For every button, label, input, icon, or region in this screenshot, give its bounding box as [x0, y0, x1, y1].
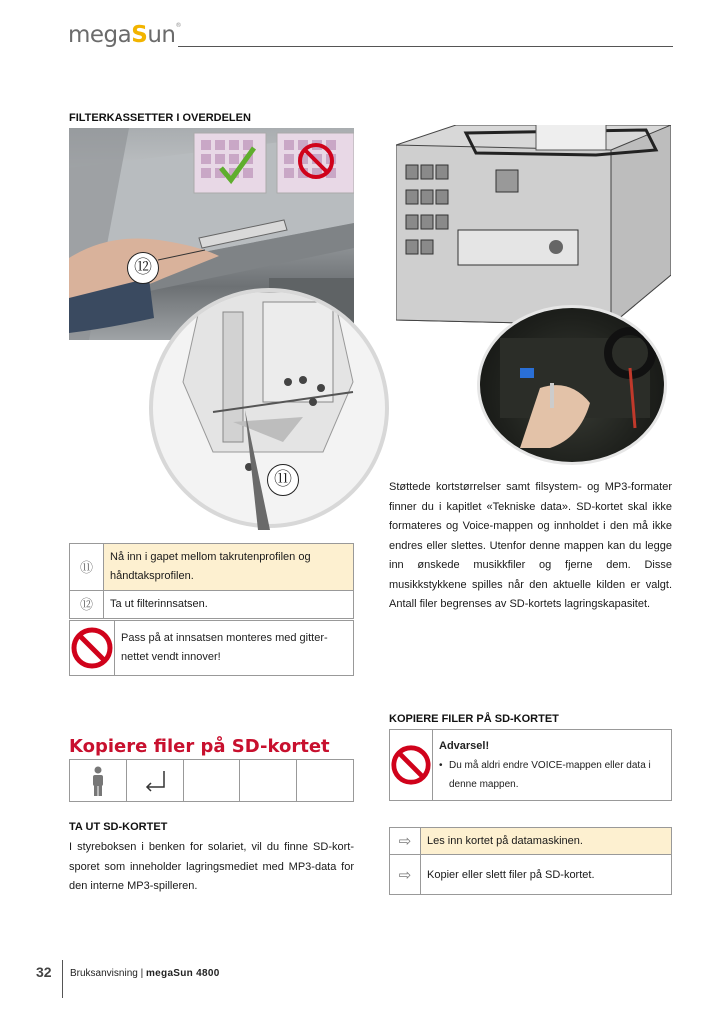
icon-strip-cell [184, 760, 241, 801]
table-row [70, 544, 354, 591]
icon-strip [69, 759, 354, 802]
brand-logo: megaSun® [68, 22, 181, 48]
step-number: ⑫ [70, 591, 104, 619]
footer-rule [62, 960, 63, 998]
icon-strip-cell [240, 760, 297, 801]
action-text: Kopier eller slett filer på SD-kortet. [421, 855, 672, 895]
remove-sd-heading: TA UT SD-KORTET [69, 821, 168, 833]
warning-text: Pass på at innsatsen monteres med gitter-nettet vendt innover! [121, 632, 328, 663]
sd-info-paragraph: Støttede kortstørrelser samt filsystem- og MP3-formater finner du i kapitlet «Tekniske data». SD-kortet skal ikke formateres og Voice-mappen og innholdet i den må ikke endres eller slettes. Utenfor denne mappen kan du legge inn ønskede musikkfiler og fjerne dem. Disse musikkstykkene spilles når den aktuelle kilden er valgt. Antall filer begrenses av SD-kortets lagringskapasitet. [389, 481, 672, 610]
step-text: Ta ut filterinnsatsen. [104, 591, 354, 619]
advarsel-title: Advarsel! [439, 740, 490, 752]
remove-sd-paragraph: I styreboksen i benken for solariet, vil du finne SD-kort-sporet som inneholder lagringsmediet med MP3-data for den interne MP3-spilleren. [69, 841, 354, 892]
person-icon [70, 760, 127, 801]
step-number: ⑪ [70, 544, 104, 591]
table-row [390, 828, 672, 855]
callout-12: ⑫ [127, 252, 159, 284]
table-row [390, 855, 672, 895]
prohibition-icon [390, 730, 433, 800]
advarsel-box [389, 729, 672, 801]
advarsel-bullet: • Du må aldri endre VOICE-mappen eller data i denne mappen. [439, 756, 665, 794]
control-cabinet-drawing [396, 125, 671, 325]
action-text: Les inn kortet på datamaskinen. [421, 828, 672, 855]
copy-files-heading: KOPIERE FILER PÅ SD-KORTET [389, 713, 559, 725]
mounting-warning [69, 620, 354, 676]
prohibition-icon [70, 621, 115, 675]
step-text: Nå inn i gapet mellom takrutenprofilen og håndtaksprofilen. [104, 544, 354, 591]
steps-table [69, 543, 354, 619]
icon-strip-cell [297, 760, 353, 801]
return-arrow-icon [127, 760, 184, 801]
filter-heading: FILTERKASSETTER I OVERDELEN [69, 112, 251, 124]
page-number: 32 [36, 964, 52, 980]
footer-label: Bruksanvisning | megaSun 4800 [70, 968, 220, 979]
arrow-right-icon: ⇨ [390, 855, 421, 895]
table-row [70, 591, 354, 619]
callout-11: ⑪ [267, 464, 299, 496]
arrow-right-icon: ⇨ [390, 828, 421, 855]
section-title: Kopiere filer på SD-kortet [69, 736, 330, 757]
action-steps-table [389, 827, 672, 895]
sd-card-photo [477, 305, 667, 465]
